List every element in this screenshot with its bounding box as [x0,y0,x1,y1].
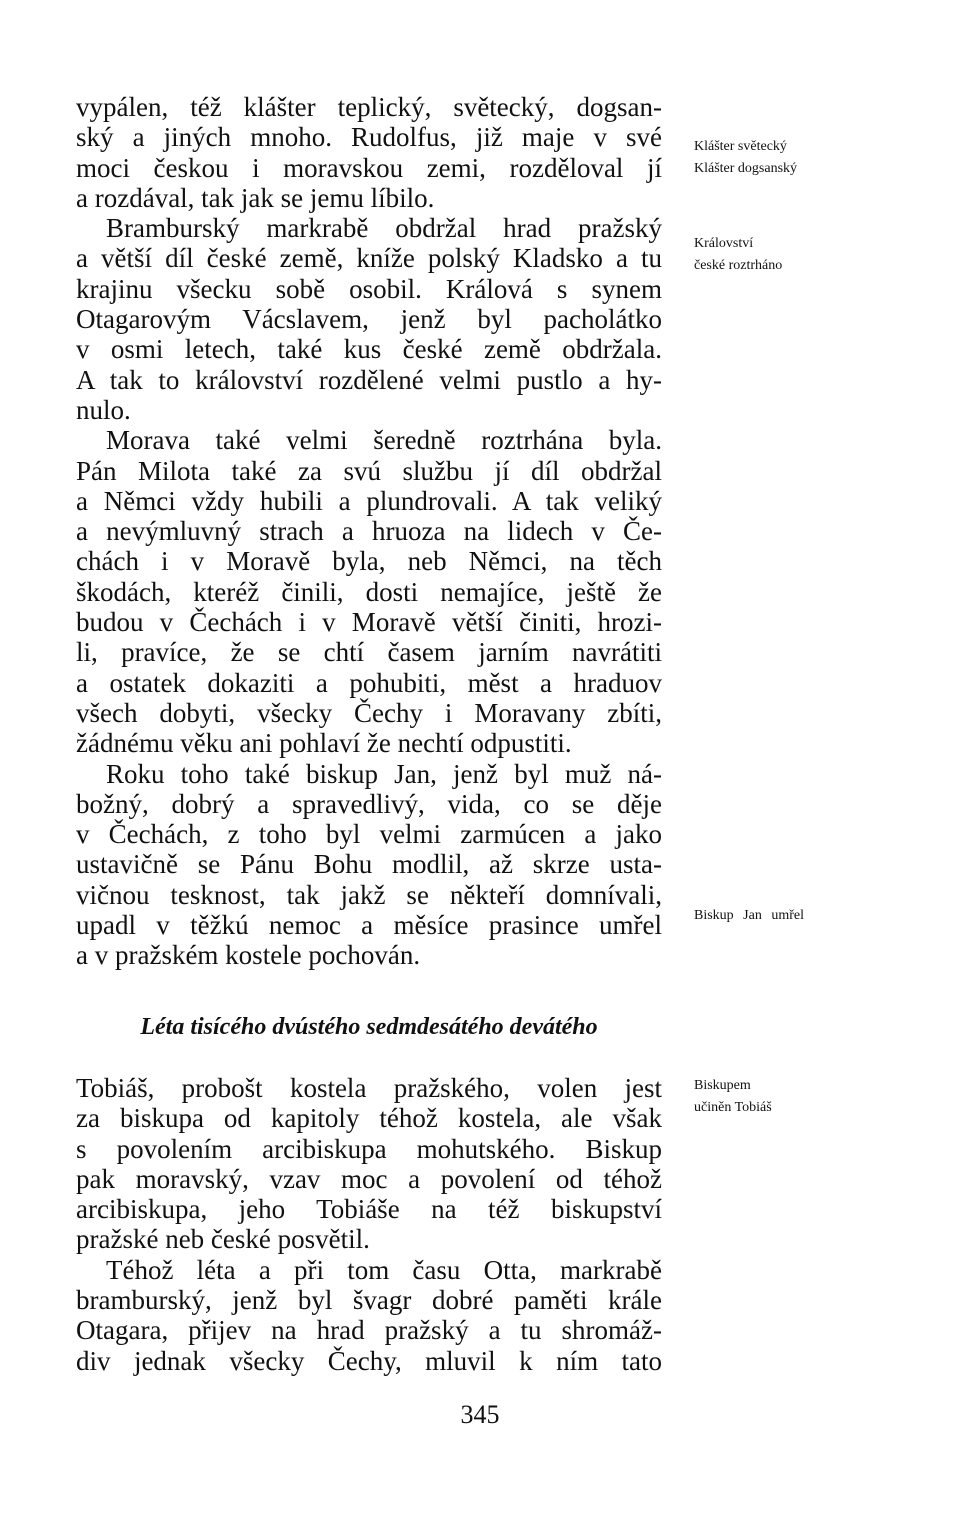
text-line: Bramburský markrabě obdržal hrad pražský [106,213,662,244]
text-line: žádnému věku ani pohlaví že nechtí odpustiti. [76,728,572,759]
text-line: Roku toho také biskup Jan, jenž byl muž ná- [106,758,662,789]
text-line: Otagarovým Vácslavem, jenž byl pacholátko [76,304,662,335]
text-line: pražské neb české posvětil. [76,1224,370,1255]
text-line: všech dobyti, všecky Čechy i Moravany zbíti, [76,697,662,728]
margin-note-line: Klášter dogsanský [694,161,798,176]
text-line: Morava také velmi šeredně roztrhána byla. [106,425,662,456]
text-line: upadl v těžkú nemoc a měsíce prasince umřel [76,910,662,941]
text-line: v osmi letech, také kus české země obdržala. [76,334,662,365]
text-line: škodách, kteréž činili, dosti nemajíce, ještě že [76,576,662,607]
main-text-block-1 [76,92,662,971]
text-line: a v pražském kostele pochován. [76,940,421,971]
section-heading: Léta tisícého dvústého sedmdesátého devátého [140,1014,598,1040]
text-line: moci českou i moravskou zemi, rozděloval jí [76,152,662,183]
text-line: a větší díl české země, kníže polský Kladsko a tu [76,243,662,274]
text-line: A tak to království rozdělené velmi pustlo a hy- [76,364,662,395]
margin-note-line: Biskup Jan umřel [694,908,804,923]
text-line: a nevýmluvný strach a hruoza na lidech v Če- [76,516,662,547]
text-line: li, pravíce, že se chtí časem jarním navrátiti [76,637,662,668]
text-line: ský a jiných mnoho. Rudolfus, již maje v své [76,122,662,153]
text-line: arcibiskupa, jeho Tobiáše na též biskupství [76,1194,662,1225]
text-line: vičnou tesknost, tak jakž se někteří domnívali, [76,879,662,910]
page-number: 345 [460,1400,500,1429]
margin-note-monasteries [694,136,934,180]
margin-note-line: Klášter světecký [694,139,787,154]
text-line: chách i v Moravě byla, neb Němci, na těch [76,546,662,577]
text-line: a rozdával, tak jak se jemu líbilo. [76,182,435,213]
text-line: ustavičně se Pánu Bohu modlil, až skrze usta- [76,849,662,880]
text-line: za biskupa od kapitoly téhož kostela, ale však [76,1103,662,1134]
text-line: bramburský, jenž byl švagr dobré paměti krále [76,1285,662,1316]
text-line: vypálen, též klášter teplický, světecký, dogsan- [76,92,662,122]
text-line: Tobiáš, probošt kostela pražského, volen jest [76,1073,662,1103]
text-line: pak moravský, vzav moc a povolení od téhož [76,1163,662,1194]
margin-note-line: učiněn Tobiáš [694,1100,772,1115]
text-line: v Čechách, z toho byl velmi zarmúcen a jako [76,819,662,850]
text-line: budou v Čechách i v Moravě větší činiti, hrozi- [76,607,662,638]
margin-note-bishop-died [694,905,934,927]
margin-note-line: Království [694,236,754,251]
text-line: s povolením arcibiskupa mohutského. Biskup [76,1133,662,1164]
text-line: Otagara, přijev na hrad pražský a tu shromáž- [76,1315,662,1346]
text-line: Téhož léta a při tom času Otta, markrabě [106,1254,662,1285]
text-line: a ostatek dokaziti a pohubiti, měst a hraduov [76,667,662,698]
text-line: božný, dobrý a spravedlivý, vida, co se děje [76,788,662,819]
margin-note-kingdom [694,233,934,277]
margin-note-line: Biskupem [694,1078,751,1093]
text-line: krajinu všecku sobě osobil. Králová s synem [76,273,662,304]
main-text-block-2 [76,1073,662,1376]
text-line: div jednak všecky Čechy, mluvil k ním tato [76,1345,662,1376]
text-line: Pán Milota také za svú službu jí díl obdržal [76,455,662,486]
text-line: nulo. [76,394,131,425]
text-line: a Němci vždy hubili a plundrovali. A tak veliký [76,485,662,516]
margin-note-tobias [694,1075,934,1119]
margin-note-line: české roztrháno [694,258,783,273]
